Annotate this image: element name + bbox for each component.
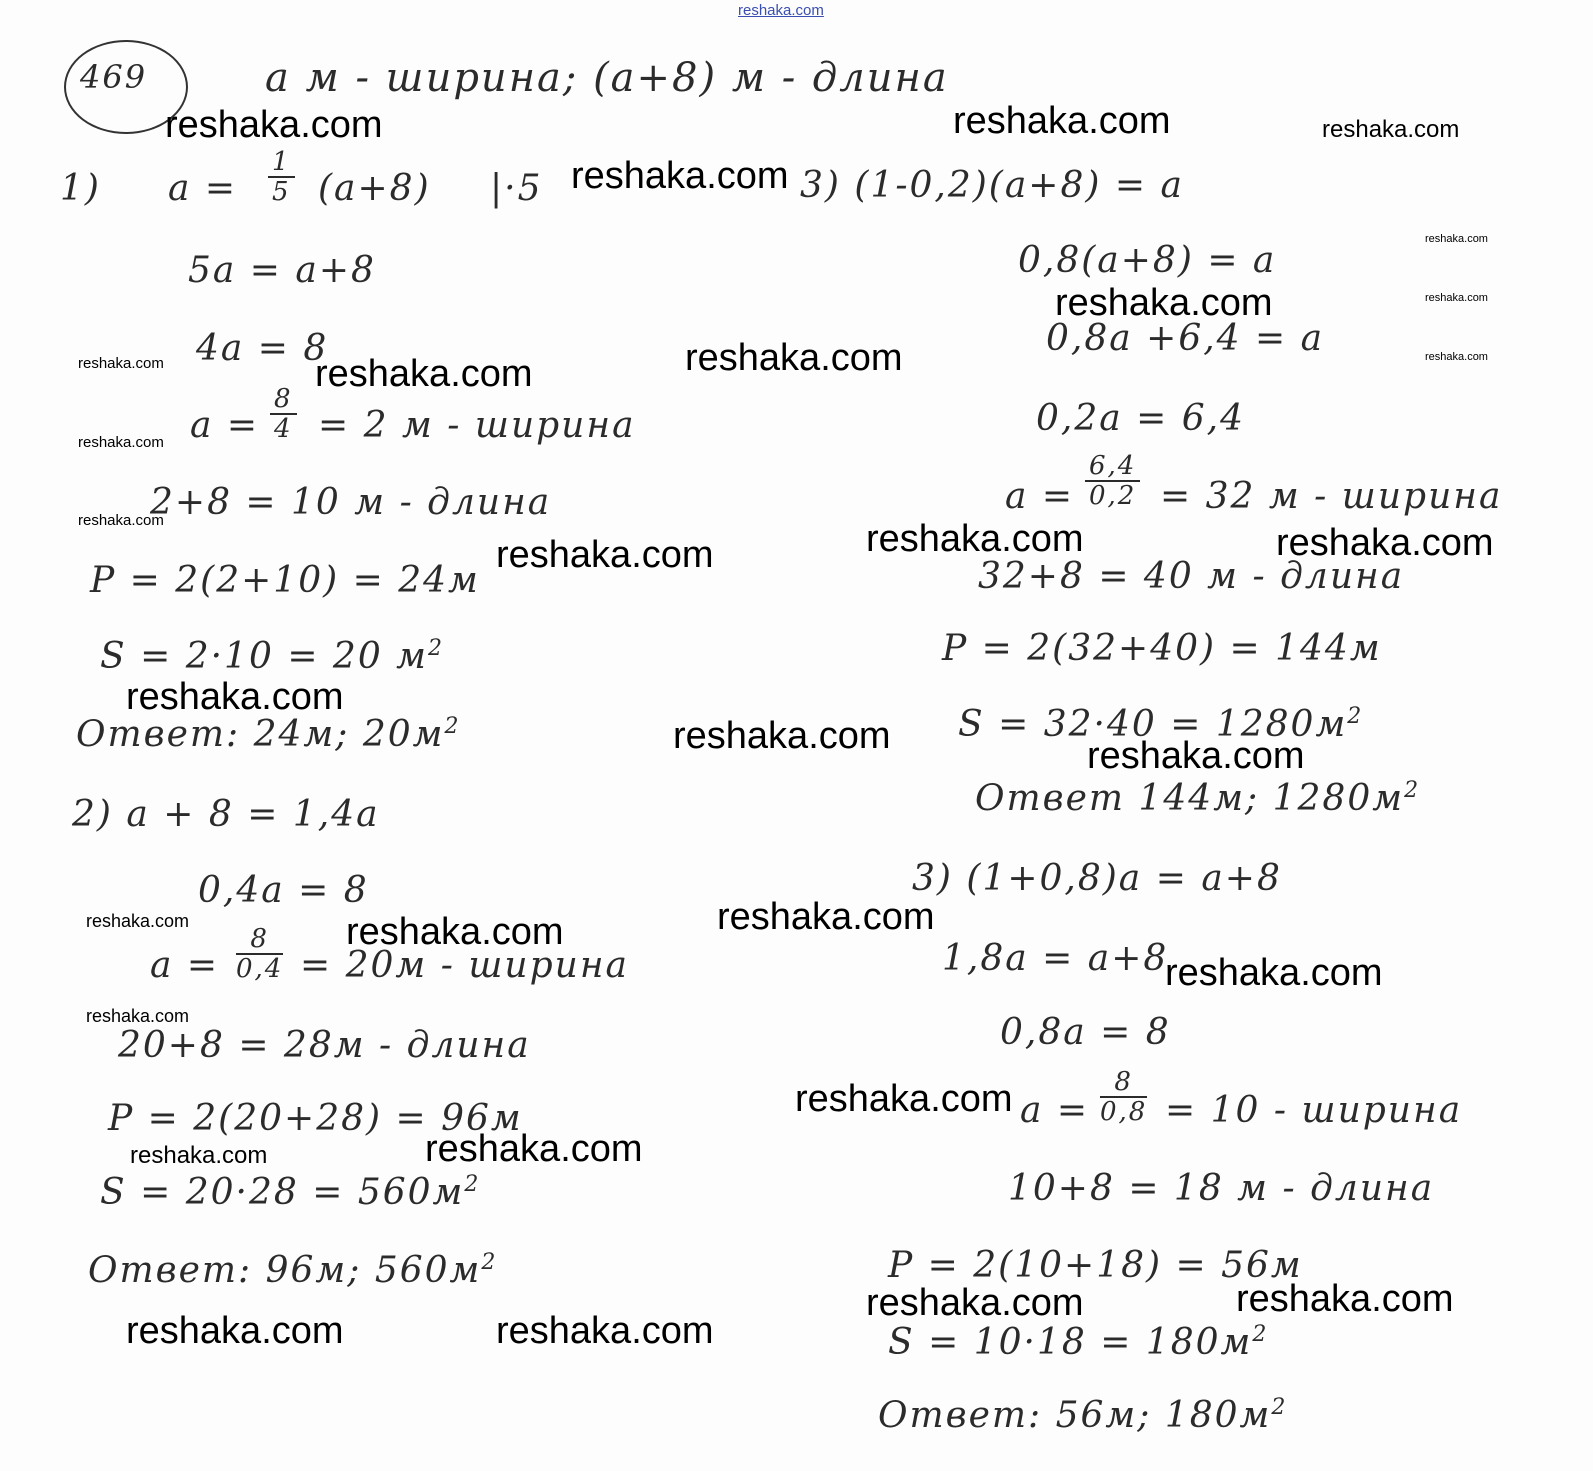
part3b-line5: 10+8 = 18 м - длина	[1008, 1168, 1435, 1209]
part1-line7	[100, 636, 444, 677]
fraction-numerator: 6,4	[1085, 452, 1140, 482]
part1-number: 1)	[60, 168, 101, 209]
watermark: reshaka.com	[315, 353, 533, 395]
part2-answer-text: Ответ: 96м; 560м	[88, 1250, 482, 1291]
part1-answer-text: Ответ: 24м; 20м	[76, 714, 445, 755]
watermark: reshaka.com	[496, 534, 714, 576]
part3b-line6: P = 2(10+18) = 56м	[888, 1245, 1303, 1286]
part3a-line7: P = 2(32+40) = 144м	[942, 628, 1382, 669]
part1-line6: P = 2(2+10) = 24м	[90, 560, 480, 601]
part3a-line2: 0,8(a+8) = a	[1018, 240, 1277, 281]
part3a-line1: 3) (1-0,2)(a+8) = a	[800, 165, 1184, 206]
part3a-fraction	[1085, 452, 1140, 510]
superscript: 2	[1252, 1322, 1269, 1347]
part1-answer	[76, 714, 461, 755]
part1-line2: 5a = a+8	[188, 250, 376, 291]
watermark: reshaka.com	[1055, 282, 1273, 324]
part2-line4: 20+8 = 28м - длина	[118, 1025, 531, 1066]
watermark: reshaka.com	[496, 1310, 714, 1352]
part3b-line3: 0,8a = 8	[1000, 1012, 1171, 1053]
watermark: reshaka.com	[795, 1078, 1013, 1120]
part3a-line5-b: = 32 м - ширина	[1160, 476, 1503, 517]
part1-eq-a: a =	[168, 168, 238, 209]
watermark: reshaka.com	[86, 1006, 190, 1026]
watermark: reshaka.com	[717, 896, 935, 938]
part1-eq-b: (a+8)	[318, 168, 431, 209]
watermark: reshaka.com	[126, 1310, 344, 1352]
part3a-area-text: S = 32·40 = 1280м	[958, 704, 1348, 745]
part3b-line2: 1,8a = a+8	[942, 938, 1169, 979]
fraction-numerator: 8	[236, 925, 283, 955]
superscript: 2	[428, 636, 445, 661]
problem-header: a м - ширина; (a+8) м - длина	[265, 55, 949, 101]
part3a-line6: 32+8 = 40 м - длина	[978, 556, 1405, 597]
fraction-denominator: 0,8	[1100, 1097, 1148, 1127]
part3b-answer	[878, 1395, 1287, 1436]
part2-area-text: S = 20·28 = 560м	[100, 1172, 465, 1213]
part3b-fraction	[1100, 1068, 1147, 1126]
watermark: reshaka.com	[425, 1128, 643, 1170]
part2-line3-a: a =	[150, 945, 220, 986]
watermark: reshaka.com	[1087, 735, 1305, 777]
fraction-numerator: 8	[1100, 1068, 1147, 1098]
part3b-line1: 3) (1+0,8)a = a+8	[912, 858, 1282, 899]
part2-line2: 0,4a = 8	[198, 870, 369, 911]
top-watermark-link[interactable]: reshaka.com	[738, 2, 824, 19]
fraction-numerator: 1	[268, 148, 295, 178]
part2-line1: 2) a + 8 = 1,4a	[72, 794, 380, 835]
part2-answer	[88, 1250, 497, 1291]
part3b-line4-b: = 10 - ширина	[1165, 1090, 1463, 1131]
watermark: reshaka.com	[78, 355, 164, 372]
part3b-line4-a: a =	[1020, 1090, 1090, 1131]
part1-area-text: S = 2·10 = 20 м	[100, 636, 429, 677]
watermark: reshaka.com	[78, 434, 164, 451]
part3b-area-text: S = 10·18 = 180м	[888, 1322, 1253, 1363]
watermark: reshaka.com	[1236, 1278, 1454, 1320]
part1-line4-a: a =	[190, 405, 260, 446]
part2-fraction	[236, 925, 283, 983]
superscript: 2	[481, 1250, 498, 1275]
watermark: reshaka.com	[866, 1282, 1084, 1324]
watermark: reshaka.com	[953, 100, 1171, 142]
watermark: reshaka.com	[165, 104, 383, 146]
superscript: 2	[1404, 778, 1421, 803]
watermark: reshaka.com	[1425, 292, 1488, 304]
watermark: reshaka.com	[1425, 233, 1488, 245]
watermark: reshaka.com	[130, 1142, 268, 1169]
part3b-answer-text: Ответ: 56м; 180м	[878, 1395, 1272, 1436]
watermark: reshaka.com	[1165, 952, 1383, 994]
part2-line5: P = 2(20+28) = 96м	[108, 1098, 523, 1139]
part3a-answer-text: Ответ 144м; 1280м	[975, 778, 1405, 819]
superscript: 2	[1271, 1395, 1288, 1420]
part2-line3-b: = 20м - ширина	[300, 945, 630, 986]
part2-line6	[100, 1172, 480, 1213]
part3a-answer	[975, 778, 1420, 819]
watermark: reshaka.com	[1322, 116, 1460, 143]
part3b-line7	[888, 1322, 1268, 1363]
fraction-denominator: 5	[272, 177, 291, 207]
watermark: reshaka.com	[1425, 351, 1488, 363]
part1-fraction	[268, 148, 295, 206]
watermark: reshaka.com	[571, 155, 789, 197]
part3a-line4: 0,2a = 6,4	[1036, 398, 1246, 439]
problem-number: 469	[80, 58, 148, 96]
fraction-denominator: 4	[274, 414, 293, 444]
part3a-line5-a: a =	[1005, 476, 1075, 517]
watermark: reshaka.com	[126, 676, 344, 718]
watermark: reshaka.com	[1276, 522, 1494, 564]
part1-line4-b: = 2 м - ширина	[318, 405, 636, 446]
superscript: 2	[464, 1172, 481, 1197]
part1-fraction-2	[270, 385, 297, 443]
watermark: reshaka.com	[685, 337, 903, 379]
part3a-line3: 0,8a +6,4 = a	[1046, 318, 1325, 359]
watermark: reshaka.com	[866, 518, 1084, 560]
fraction-denominator: 0,4	[236, 954, 284, 984]
watermark: reshaka.com	[86, 911, 190, 931]
fraction-numerator: 8	[270, 385, 297, 415]
fraction-denominator: 0,2	[1089, 481, 1137, 511]
watermark: reshaka.com	[346, 911, 564, 953]
part1-multiplier: |·5	[490, 168, 543, 209]
watermark: reshaka.com	[78, 512, 164, 529]
part1-line5: 2+8 = 10 м - длина	[150, 482, 552, 523]
part1-line3: 4a = 8	[196, 328, 329, 369]
superscript: 2	[1347, 704, 1364, 729]
watermark: reshaka.com	[673, 715, 891, 757]
superscript: 2	[444, 714, 461, 739]
